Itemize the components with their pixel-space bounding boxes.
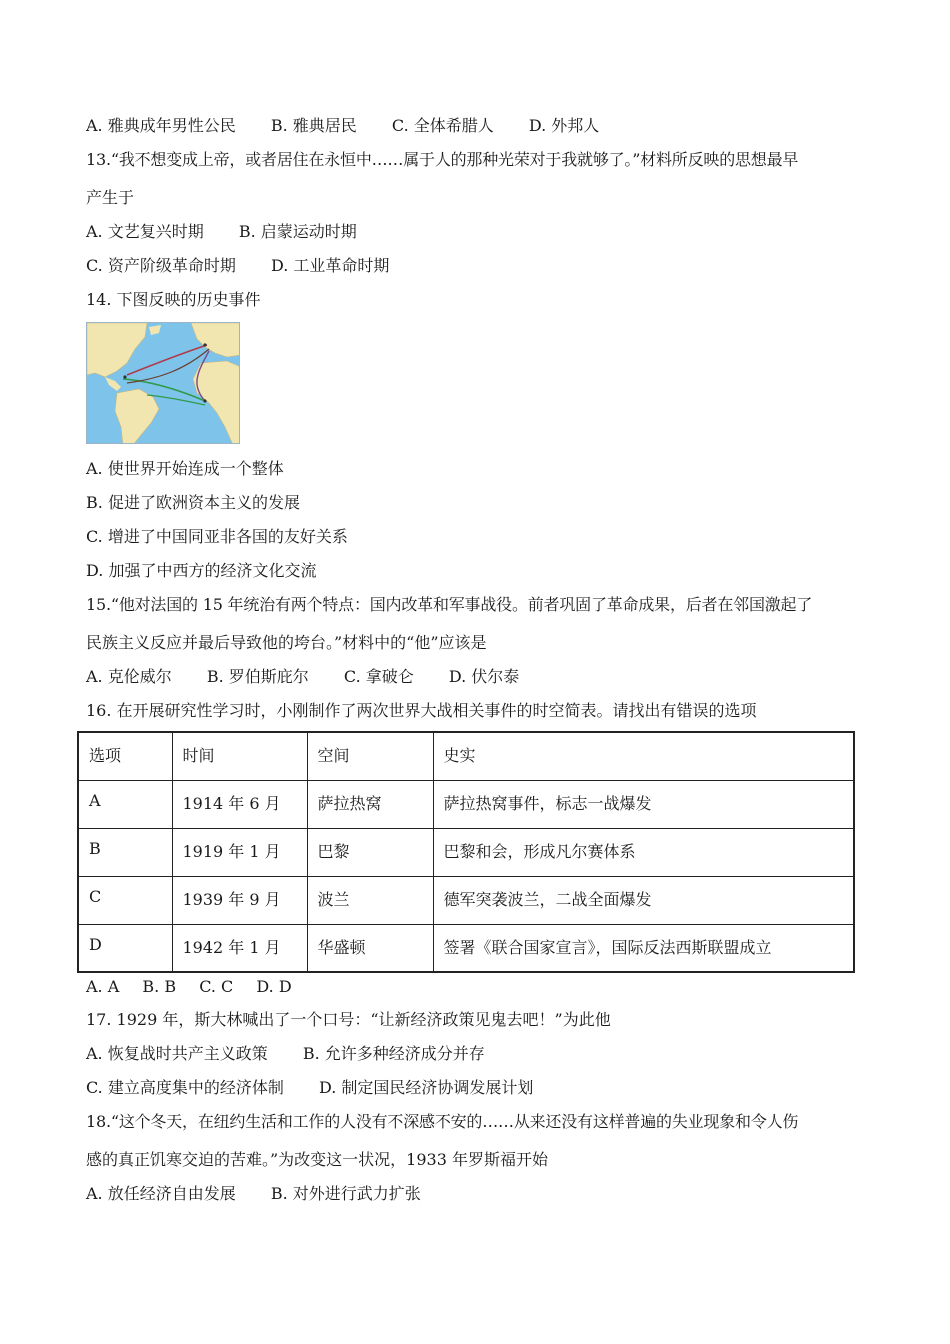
option-a[interactable]: A. 雅典成年男性公民 — [86, 116, 236, 135]
q16-options — [86, 977, 292, 997]
option-b[interactable]: B. 雅典居民 — [270, 116, 357, 135]
option-b[interactable]: B. 启蒙运动时期 — [238, 222, 357, 241]
table-row — [78, 828, 854, 876]
q15-stem-line2: 民族主义反应并最后导致他的垮台。”材料中的“他”应该是 — [86, 633, 487, 652]
q14-option-d[interactable]: D. 加强了中西方的经济文化交流 — [86, 561, 317, 580]
option-d[interactable]: D. 制定国民经济协调发展计划 — [318, 1078, 534, 1097]
table-cell: 1914 年 6 月 — [172, 780, 307, 828]
port-marker — [203, 399, 206, 402]
table-row — [78, 876, 854, 924]
option-c[interactable]: C. 资产阶级革命时期 — [86, 256, 236, 275]
table-cell: 波兰 — [307, 876, 433, 924]
table-cell: D — [78, 924, 172, 972]
option-c[interactable]: C. C — [199, 977, 234, 996]
q15-stem-line1: 15.“他对法国的 15 年统治有两个特点：国内改革和军事战役。前者巩固了革命成果，后者在邻国激起了 — [86, 595, 813, 614]
option-a[interactable]: A. 文艺复兴时期 — [86, 222, 204, 241]
header-cell: 史实 — [433, 732, 854, 780]
table-cell: 1919 年 1 月 — [172, 828, 307, 876]
table-row — [78, 924, 854, 972]
header-cell: 时间 — [172, 732, 307, 780]
option-a[interactable]: A. A — [86, 977, 120, 996]
option-c[interactable]: C. 拿破仑 — [343, 667, 414, 686]
table-cell: A — [78, 780, 172, 828]
table-cell: 巴黎和会，形成凡尔赛体系 — [433, 828, 854, 876]
option-b[interactable]: B. 罗伯斯庇尔 — [206, 667, 309, 686]
q18-options — [86, 1184, 421, 1204]
q17-options-row2 — [86, 1078, 533, 1098]
map-illustration — [87, 323, 240, 444]
q16-stem: 16. 在开展研究性学习时，小刚制作了两次世界大战相关事件的时空简表。请找出有错误的选项 — [86, 701, 757, 720]
option-b[interactable]: B. 允许多种经济成分并存 — [302, 1044, 485, 1063]
q14-option-c[interactable]: C. 增进了中国同亚非各国的友好关系 — [86, 527, 348, 546]
table-cell: B — [78, 828, 172, 876]
table-cell: C — [78, 876, 172, 924]
timeline-table — [77, 731, 855, 973]
q13-stem-line1: 13.“我不想变成上帝，或者居住在永恒中……属于人的那种光荣对于我就够了。”材料所反映的思想最早 — [86, 150, 799, 169]
option-d[interactable]: D. 工业革命时期 — [270, 256, 390, 275]
table-cell: 华盛顿 — [307, 924, 433, 972]
q13-options-row2 — [86, 256, 389, 276]
q14-stem: 14. 下图反映的历史事件 — [86, 290, 261, 309]
option-d[interactable]: D. D — [256, 977, 292, 996]
q13-stem-line2: 产生于 — [86, 188, 135, 207]
q14-option-b[interactable]: B. 促进了欧洲资本主义的发展 — [86, 493, 300, 512]
table-cell: 萨拉热窝 — [307, 780, 433, 828]
q12-options — [86, 116, 599, 136]
triangle-trade-map — [86, 322, 240, 444]
option-a[interactable]: A. 恢复战时共产主义政策 — [86, 1044, 268, 1063]
table-cell: 1939 年 9 月 — [172, 876, 307, 924]
table-cell: 签署《联合国家宣言》，国际反法西斯联盟成立 — [433, 924, 854, 972]
table-cell: 德军突袭波兰，二战全面爆发 — [433, 876, 854, 924]
option-a[interactable]: A. 克伦威尔 — [86, 667, 172, 686]
option-b[interactable]: B. 对外进行武力扩张 — [270, 1184, 421, 1203]
port-marker — [123, 375, 126, 378]
option-d[interactable]: D. 伏尔泰 — [448, 667, 520, 686]
port-marker — [203, 343, 206, 346]
q17-stem: 17. 1929 年，斯大林喊出了一个口号：“让新经济政策见鬼去吧！”为此他 — [86, 1010, 611, 1029]
q13-options-row1 — [86, 222, 357, 242]
q14-option-a[interactable]: A. 使世界开始连成一个整体 — [86, 459, 284, 478]
option-c[interactable]: C. 全体希腊人 — [391, 116, 494, 135]
option-a[interactable]: A. 放任经济自由发展 — [86, 1184, 236, 1203]
q15-options — [86, 667, 519, 687]
option-c[interactable]: C. 建立高度集中的经济体制 — [86, 1078, 284, 1097]
q17-options-row1 — [86, 1044, 485, 1064]
table-cell: 1942 年 1 月 — [172, 924, 307, 972]
header-cell: 空间 — [307, 732, 433, 780]
table-cell: 巴黎 — [307, 828, 433, 876]
q18-stem-line1: 18.“这个冬天，在纽约生活和工作的人没有不深感不安的……从来还没有这样普遍的失业现象和令人伤 — [86, 1112, 799, 1131]
table-header-row — [78, 732, 854, 780]
q18-stem-line2: 感的真正饥寒交迫的苦难。”为改变这一状况，1933 年罗斯福开始 — [86, 1150, 548, 1169]
table-cell: 萨拉热窝事件，标志一战爆发 — [433, 780, 854, 828]
option-b[interactable]: B. B — [142, 977, 177, 996]
header-cell: 选项 — [78, 732, 172, 780]
option-d[interactable]: D. 外邦人 — [528, 116, 600, 135]
table-row — [78, 780, 854, 828]
